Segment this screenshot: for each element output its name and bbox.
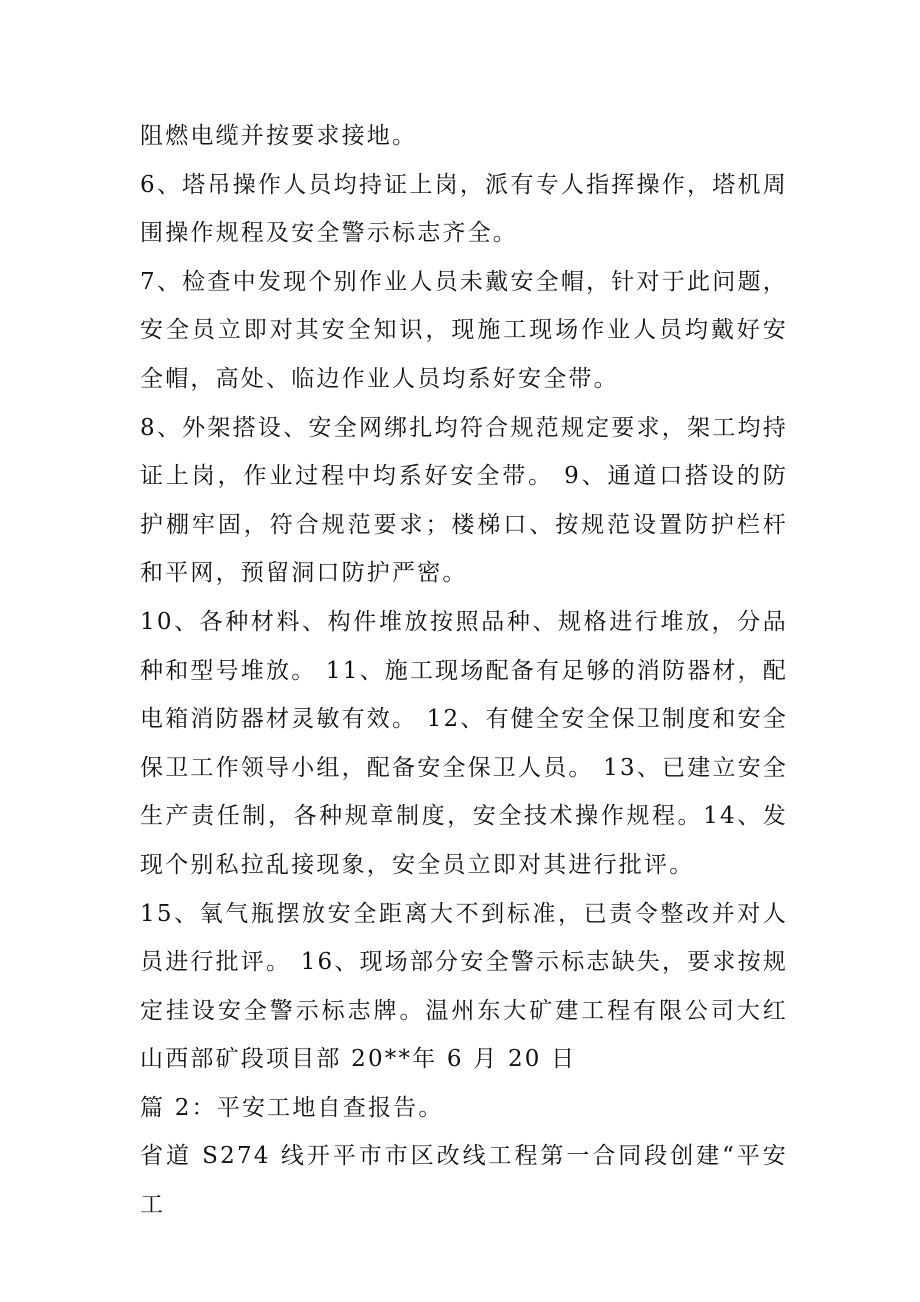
- paragraph-7: 省道 S274 线开平市市区改线工程第一合同段创建“平安工: [140, 1143, 788, 1219]
- document-page: [140, 112, 788, 1230]
- paragraph-6: 15、氧气瓶摆放安全距离大不到标准，已责令整改并对人员进行批评。 16、现场部分安全警示标志缺失，要求按规定挂设安全警示标志牌。温州东大矿建工程有限公司大红山西部矿段项目部 20**年 6 月 20 日: [140, 900, 788, 1073]
- paragraph-2: 6、塔吊操作人员均持证上岗，派有专人指挥操作，塔机周围操作规程及安全警示标志齐全。: [140, 171, 788, 247]
- paragraph-3: 7、检查中发现个别作业人员未戴安全帽，针对于此问题，安全员立即对其安全知识，现施工现场作业人员均戴好安全帽，高处、临边作业人员均系好安全带。: [140, 268, 788, 392]
- paragraph-4: 8、外架搭设、安全网绑扎均符合规范规定要求，架工均持证上岗，作业过程中均系好安全带。 9、通道口搭设的防护棚牢固，符合规范要求；楼梯口、按规范设置防护栏杆和平网，预留洞口防护严密。: [140, 414, 788, 587]
- section-heading: 篇 2：平安工地自查报告。: [140, 1094, 444, 1121]
- paragraph-1: 阻燃电缆并按要求接地。: [140, 123, 418, 149]
- paragraph-5: 10、各种材料、构件堆放按照品种、规格进行堆放，分品种和型号堆放。 11、施工现场配备有足够的消防器材，配电箱消防器材灵敏有效。 12、有健全安全保卫制度和安全保卫工作领导小组，配备安全保卫人员。 13、已建立安全生产责任制，各种规章制度，安全技术操作规程。14、发现个别私拉乱接现象，安全员立即对其进行批评。: [140, 608, 788, 878]
